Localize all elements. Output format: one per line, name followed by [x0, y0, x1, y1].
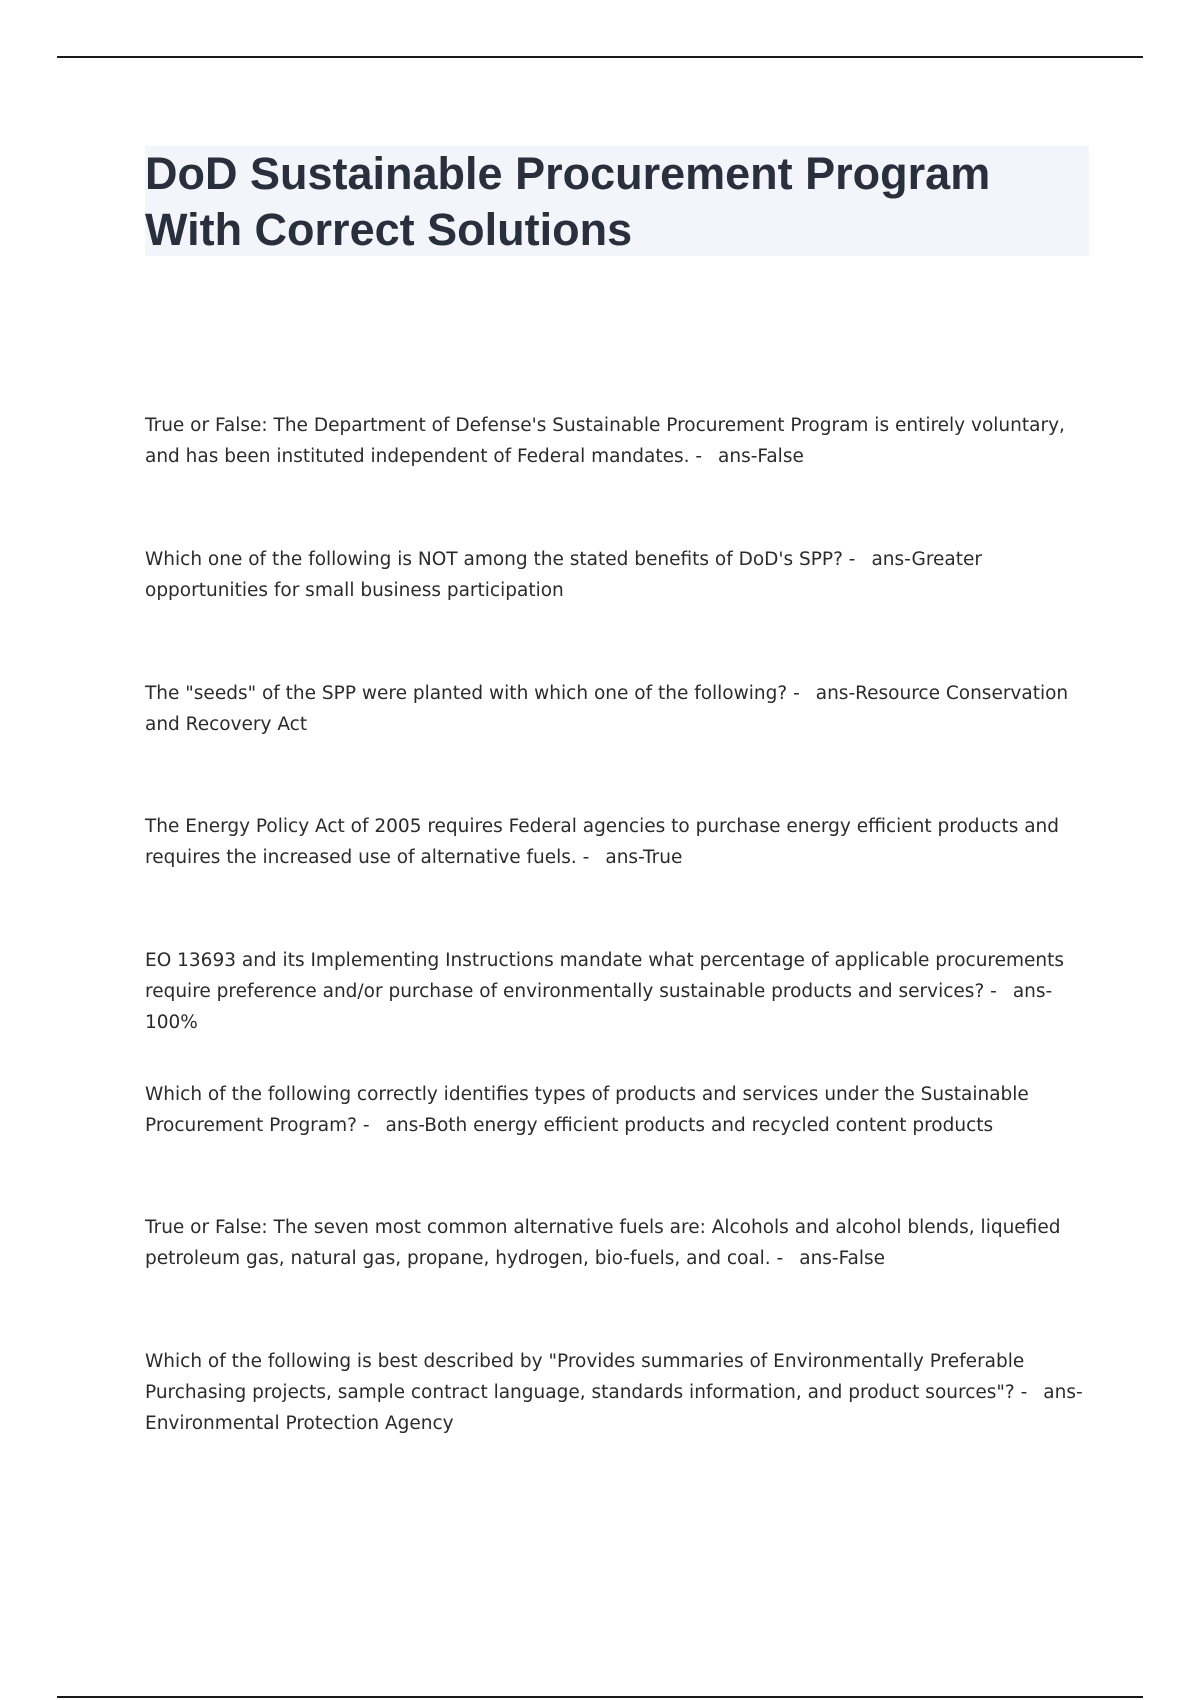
qa-item — [145, 945, 1090, 1038]
qa-item — [145, 811, 1090, 873]
question-text: True or False: The Department of Defense's Sustainable Procurement Program is entirely voluntary, and has been instituted independent of Federal mandates. - — [145, 415, 1065, 467]
answer-text: ans-False — [799, 1248, 886, 1269]
bottom-divider — [57, 1696, 1143, 1698]
question-text: The "seeds" of the SPP were planted with which one of the following? - — [145, 683, 800, 704]
answer-text: ans-Environmental Protection Agency — [145, 1382, 1083, 1434]
qa-item — [145, 678, 1090, 740]
question-text: Which of the following correctly identifies types of products and services under the Sustainable Procurement Program? - — [145, 1084, 1029, 1136]
answer-text: ans-100% — [145, 981, 1053, 1033]
qa-item — [145, 544, 1090, 606]
answer-text: ans-Resource Conservation and Recovery Act — [145, 683, 1069, 735]
question-text: The Energy Policy Act of 2005 requires Federal agencies to purchase energy efficient products and requires the increased use of alternative fuels. - — [145, 816, 1060, 868]
answer-text: ans-Greater opportunities for small business participation — [145, 549, 983, 601]
qa-item — [145, 1212, 1090, 1274]
page-title — [145, 146, 1089, 258]
question-text: Which of the following is best described by "Provides summaries of Environmentally Preferable Purchasing projects, sample contract language, standards information, and product sources"? - — [145, 1351, 1028, 1403]
qa-item — [145, 1346, 1090, 1439]
title-banner — [145, 146, 1089, 256]
page-title-line-1: DoD Sustainable Procurement Program — [145, 148, 991, 199]
qa-item — [145, 410, 1090, 472]
qa-item — [145, 1079, 1090, 1141]
question-text: True or False: The seven most common alternative fuels are: Alcohols and alcohol blends, liquefied petroleum gas, natural gas, propane, hydrogen, bio-fuels, and coal. - — [145, 1217, 1061, 1269]
answer-text: ans-True — [605, 847, 683, 868]
answer-text: ans-Both energy efficient products and recycled content products — [385, 1115, 994, 1136]
question-text: Which one of the following is NOT among the stated benefits of DoD's SPP? - — [145, 549, 856, 570]
page-title-line-2: With Correct Solutions — [145, 204, 633, 255]
question-text: EO 13693 and its Implementing Instructions mandate what percentage of applicable procurements require preference and/or purchase of environmentally sustainable products and services? - — [145, 950, 1065, 1002]
top-divider — [57, 56, 1143, 58]
answer-text: ans-False — [718, 446, 804, 467]
